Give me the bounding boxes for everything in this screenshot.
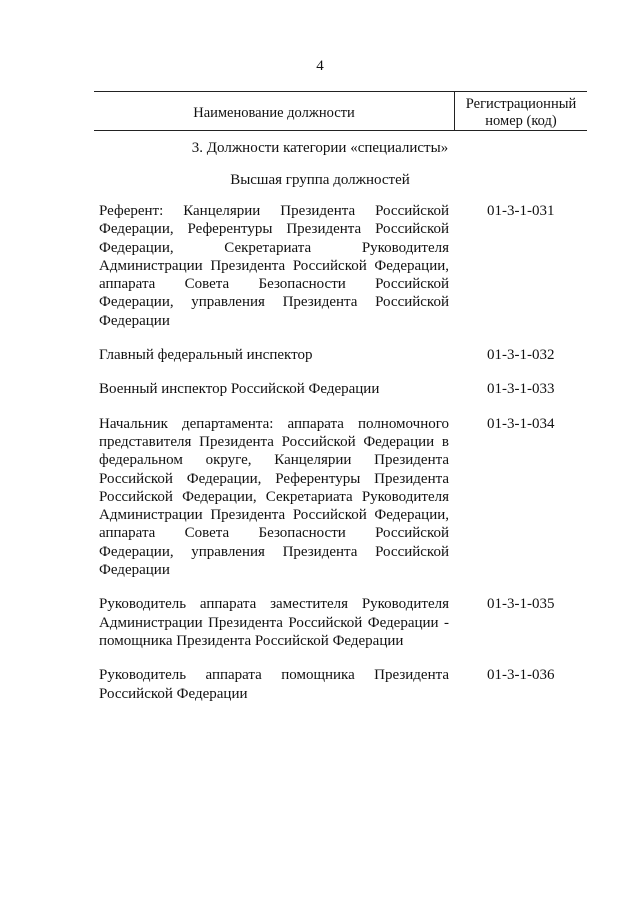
position-list — [99, 202, 589, 719]
header-registration-number — [455, 96, 587, 130]
position-code: 01-3-1-031 — [487, 203, 555, 219]
position-entry — [99, 415, 589, 580]
position-title: Главный федеральный инспектор — [99, 347, 313, 364]
position-entry — [99, 346, 589, 364]
position-code: 01-3-1-032 — [487, 347, 555, 364]
group-title: Высшая группа должностей — [230, 172, 410, 188]
position-code: 01-3-1-034 — [487, 415, 555, 432]
page-number: 4 — [316, 58, 324, 74]
position-title: Референт: Канцелярии Президента Российской Федерации, Референтуры Президента Российской Федерации, Секретариата Руководителя Администрации Президента Российской Федерации, аппарата Совета Безопасности Российской Федерации, управления Президента Российской Федерации — [99, 203, 449, 329]
position-entry — [99, 666, 589, 703]
table-header — [94, 91, 587, 131]
position-code: 01-3-1-036 — [487, 667, 555, 684]
header-reg-line1: Регистрационный — [465, 96, 577, 112]
position-entry — [99, 202, 589, 330]
section-title: 3. Должности категории «специалисты» — [191, 140, 449, 156]
position-title: Военный инспектор Российской Федерации — [99, 381, 380, 398]
position-code: 01-3-1-035 — [487, 596, 555, 613]
position-title: Руководитель аппарата заместителя Руководителя Администрации Президента Российской Федерации - помощника Президента Российской Федерации — [99, 596, 449, 649]
position-entry — [99, 595, 589, 650]
position-entry — [99, 380, 589, 398]
header-position-name: Наименование должности — [193, 105, 355, 121]
position-code: 01-3-1-033 — [487, 381, 555, 398]
header-reg-line2: номер (код) — [485, 113, 557, 129]
position-title: Руководитель аппарата помощника Президента Российской Федерации — [99, 667, 449, 702]
position-title: Начальник департамента: аппарата полномочного представителя Президента Российской Федерации в федеральном округе, Канцелярии Президента Российской Федерации, Референтуры Президента Российской Федерации, Секретариата Руководителя Администрации Президента Российской Федерации, аппарата Совета Безопасности Российской Федерации, управления Президента Российской Федерации — [99, 415, 449, 579]
